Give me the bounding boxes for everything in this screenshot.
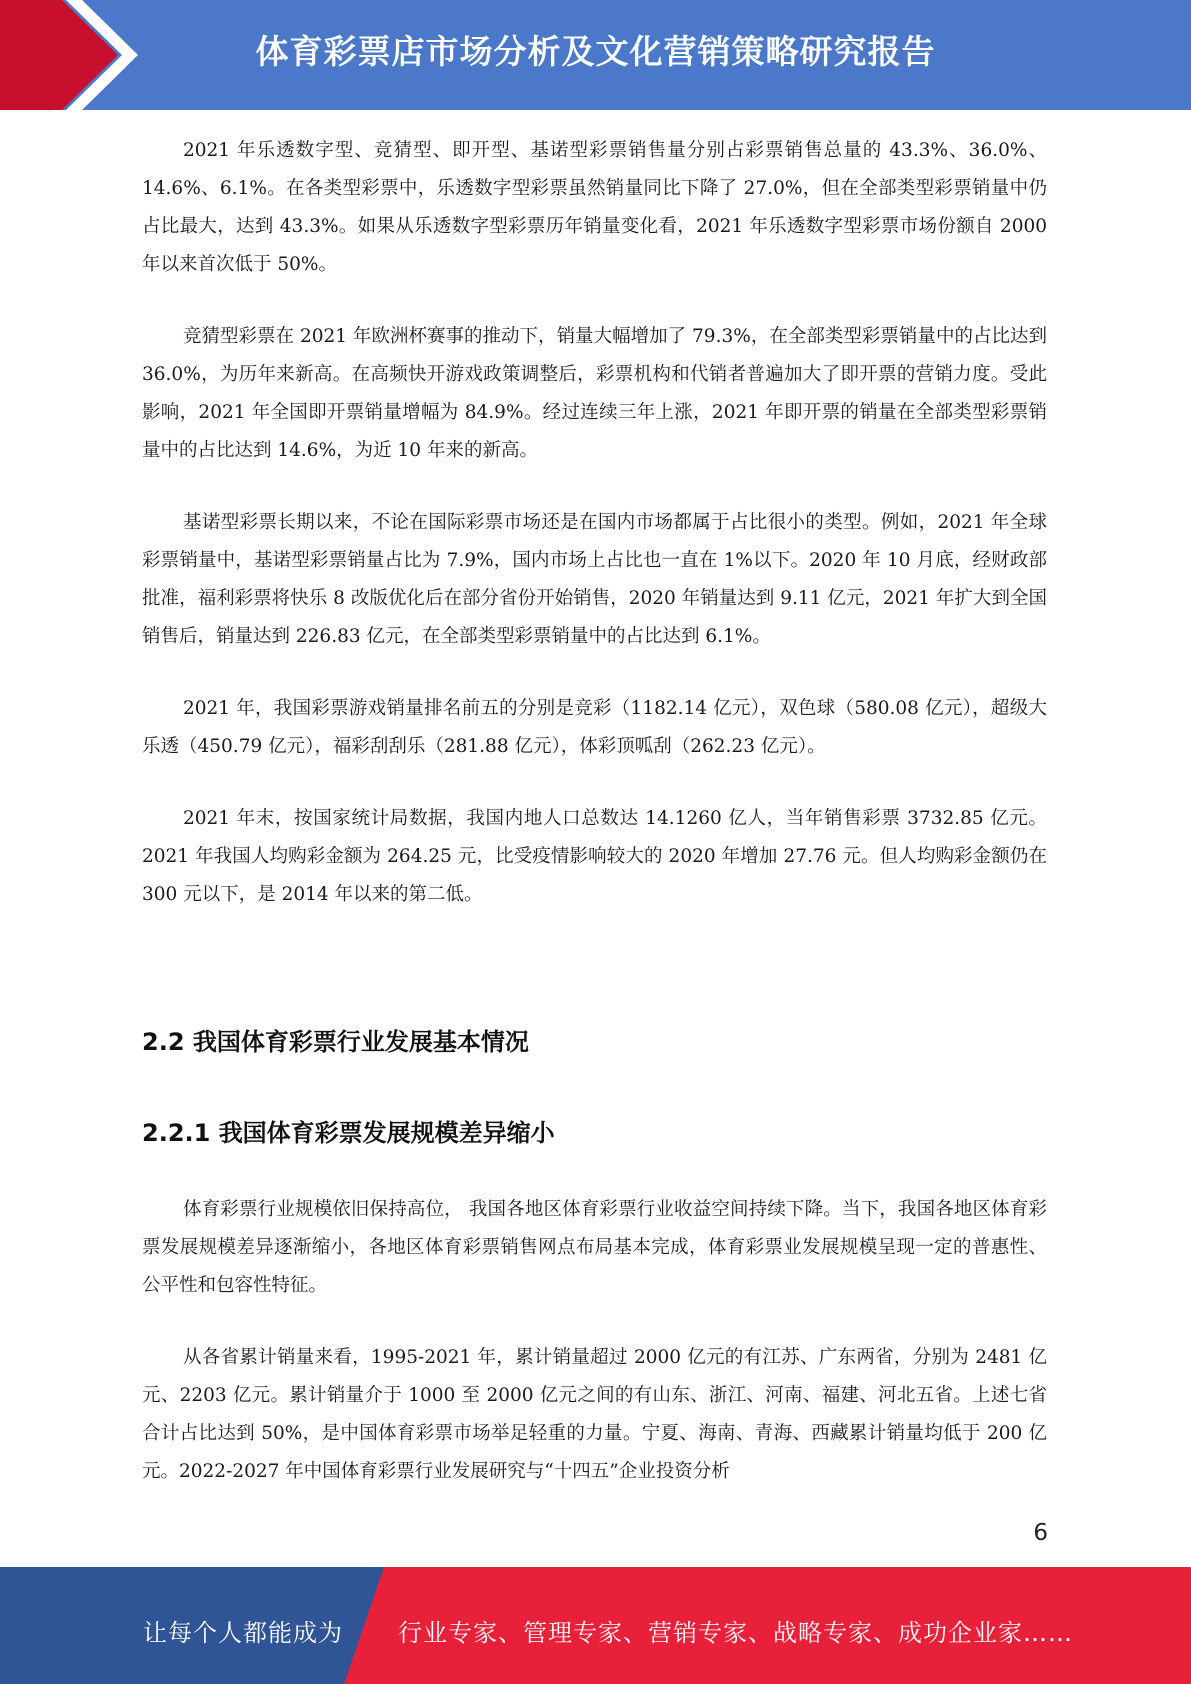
report-title-text: 体育彩票店市场分析及文化营销策略研究报告 [255,32,936,71]
footer-slogan-right: 行业专家、管理专家、营销专家、战略专家、成功企业家…… [398,1619,1073,1647]
paragraph: 体育彩票行业规模依旧保持高位， 我国各地区体育彩票行业收益空间持续下降。当下，我国各地区体育彩票发展规模差异逐渐缩小，各地区体育彩票销售网点布局基本完成，体育彩票业发展规模呈现一定的普惠性、公平性和包容性特征。 [142,1199,1047,1296]
section-heading: 2.2 我国体育彩票行业发展基本情况 [142,1028,529,1056]
section-content [142,1191,1047,1525]
report-title [0,26,1191,73]
paragraph: 基诺型彩票长期以来，不论在国际彩票市场还是在国内市场都属于占比很小的类型。例如，2021 年全球彩票销量中，基诺型彩票销量占比为 7.9%，国内市场上占比也一直在 1%以下。2020 年 10 月底，经财政部批准，福利彩票将快乐 8 改版优化后在部分省份开始销售，2020 年销量达到 9.11 亿元，2021 年扩大到全国销售后，销量达到 226.83 亿元，在全部类型彩票销量中的占比达到 6.1%。 [142,512,1047,647]
subsection-heading: 2.2.1 我国体育彩票发展规模差异缩小 [142,1119,555,1147]
body-content [142,132,1047,948]
paragraph: 竞猜型彩票在 2021 年欧洲杯赛事的推动下，销量大幅增加了 79.3%，在全部类型彩票销量中的占比达到 36.0%，为历年来新高。在高频快开游戏政策调整后，彩票机构和代销者普遍加大了即开票的营销力度。受此影响，2021 年全国即开票销量增幅为 84.9%。经过连续三年上涨，2021 年即开票的销量在全部类型彩票销量中的占比达到 14.6%，为近 10 年来的新高。 [142,326,1047,461]
paragraph: 2021 年，我国彩票游戏销量排名前五的分别是竞彩（1182.14 亿元），双色球（580.08 亿元），超级大乐透（450.79 亿元），福彩刮刮乐（281.88 亿元），体彩顶呱刮（262.23 亿元）。 [142,698,1047,757]
paragraph: 从各省累计销量来看，1995-2021 年，累计销量超过 2000 亿元的有江苏、广东两省，分别为 2481 亿元、2203 亿元。累计销量介于 1000 至 2000 亿元之间的有山东、浙江、河南、福建、河北五省。上述七省合计占比达到 50%，是中国体育彩票市场举足轻重的力量。宁夏、海南、青海、西藏累计销量均低于 200 亿元。2022-2027 年中国体育彩票行业发展研究与“十四五”企业投资分析 [142,1347,1047,1482]
paragraph: 2021 年乐透数字型、竞猜型、即开型、基诺型彩票销售量分别占彩票销售总量的 43.3%、36.0%、14.6%、6.1%。在各类型彩票中，乐透数字型彩票虽然销量同比下降了 27.0%，但在全部类型彩票销量中仍占比最大，达到 43.3%。如果从乐透数字型彩票历年销量变化看，2021 年乐透数字型彩票市场份额自 2000 年以来首次低于 50%。 [142,140,1047,275]
paragraph: 2021 年末，按国家统计局数据，我国内地人口总数达 14.1260 亿人，当年销售彩票 3732.85 亿元。2021 年我国人均购彩金额为 264.25 元，比受疫情影响较大的 2020 年增加 27.76 元。但人均购彩金额仍在 300 元以下，是 2014 年以来的第二低。 [142,808,1047,905]
page-header [0,0,1191,110]
page-number: 6 [1033,1520,1048,1546]
footer-slogan-left: 让每个人都能成为 [143,1619,343,1647]
page-footer [0,1567,1191,1684]
